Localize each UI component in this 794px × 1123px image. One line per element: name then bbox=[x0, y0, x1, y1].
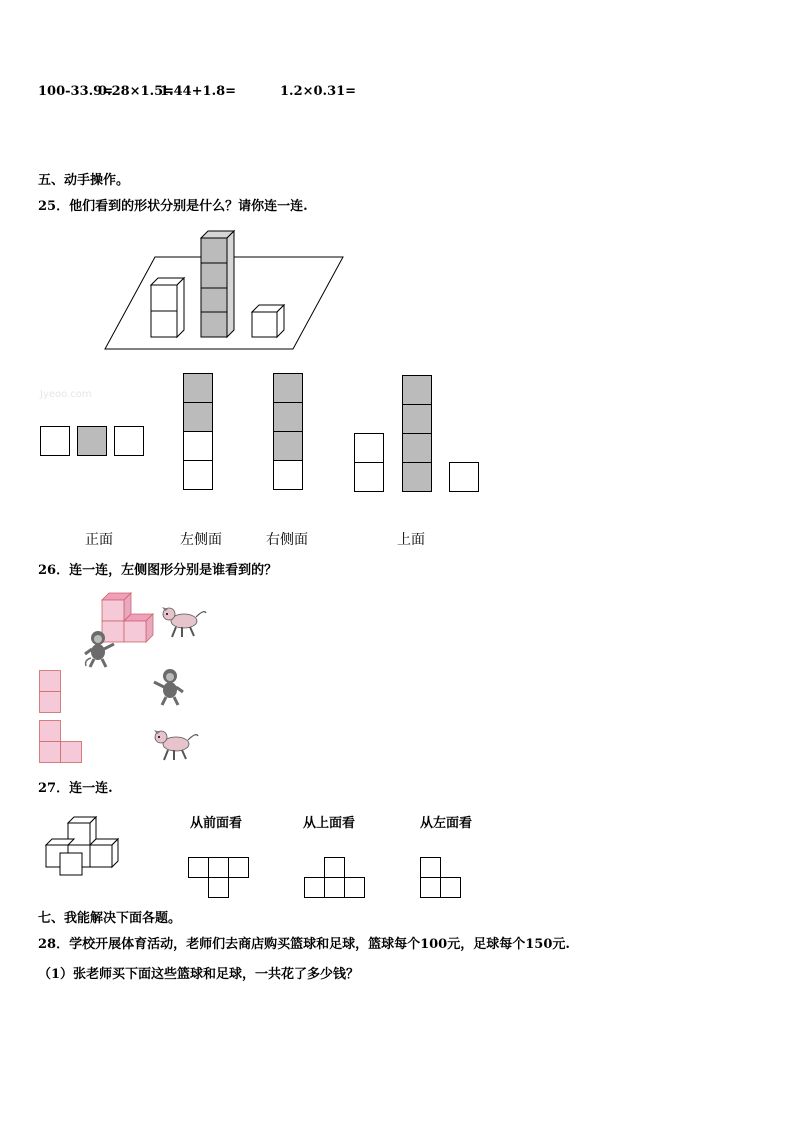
monkey-icon bbox=[82, 630, 116, 668]
label-top: 上面 bbox=[397, 532, 425, 548]
q26-view-l-shape bbox=[39, 720, 84, 764]
calc-expr-2: 0.28×1.5= bbox=[98, 84, 175, 99]
question-25-text: 25．他们看到的形状分别是什么？请你连一连. bbox=[38, 199, 308, 214]
q26-view-vertical bbox=[39, 670, 63, 714]
label-left-side: 左侧面 bbox=[180, 532, 222, 548]
q25-shape-a bbox=[40, 426, 146, 457]
monkey-icon-choice bbox=[152, 668, 186, 706]
label-front: 正面 bbox=[85, 532, 113, 548]
view-top-label: 从上面看 bbox=[303, 816, 356, 831]
dog-icon bbox=[160, 605, 208, 639]
section-5-title: 五、动手操作。 bbox=[38, 173, 130, 188]
q27-view-t-shape bbox=[188, 857, 252, 901]
calc-expr-1: 100-33.9= bbox=[38, 84, 114, 99]
q25-shape-b bbox=[183, 373, 214, 491]
dog-icon-choice bbox=[152, 728, 200, 762]
question-26-text: 26．连一连，左侧图形分别是谁看到的？ bbox=[38, 563, 278, 578]
q27-cube-figure bbox=[44, 815, 134, 881]
section-7-title: 七、我能解决下面各题。 bbox=[38, 911, 182, 926]
q25-cube-scene bbox=[100, 225, 350, 355]
question-27-text: 27．连一连. bbox=[38, 781, 113, 796]
calc-expr-3: 1.44+1.8= bbox=[160, 84, 237, 99]
label-right-side: 右侧面 bbox=[266, 532, 308, 548]
q27-view-inverted-t bbox=[304, 857, 368, 901]
q25-shape-c bbox=[273, 373, 304, 491]
watermark: Jyeoo.com bbox=[40, 389, 92, 400]
question-28-text: 28．学校开展体育活动，老师们去商店购买篮球和足球，篮球每个100元，足球每个150元. bbox=[38, 937, 570, 952]
view-front-label: 从前面看 bbox=[190, 816, 243, 831]
q27-view-l-shape bbox=[420, 857, 464, 901]
question-28-sub-1: （1）张老师买下面这些篮球和足球，一共花了多少钱？ bbox=[38, 967, 360, 982]
view-left-label: 从左面看 bbox=[420, 816, 473, 831]
q25-shape-d bbox=[354, 375, 480, 493]
calc-expr-4: 1.2×0.31= bbox=[280, 84, 357, 99]
